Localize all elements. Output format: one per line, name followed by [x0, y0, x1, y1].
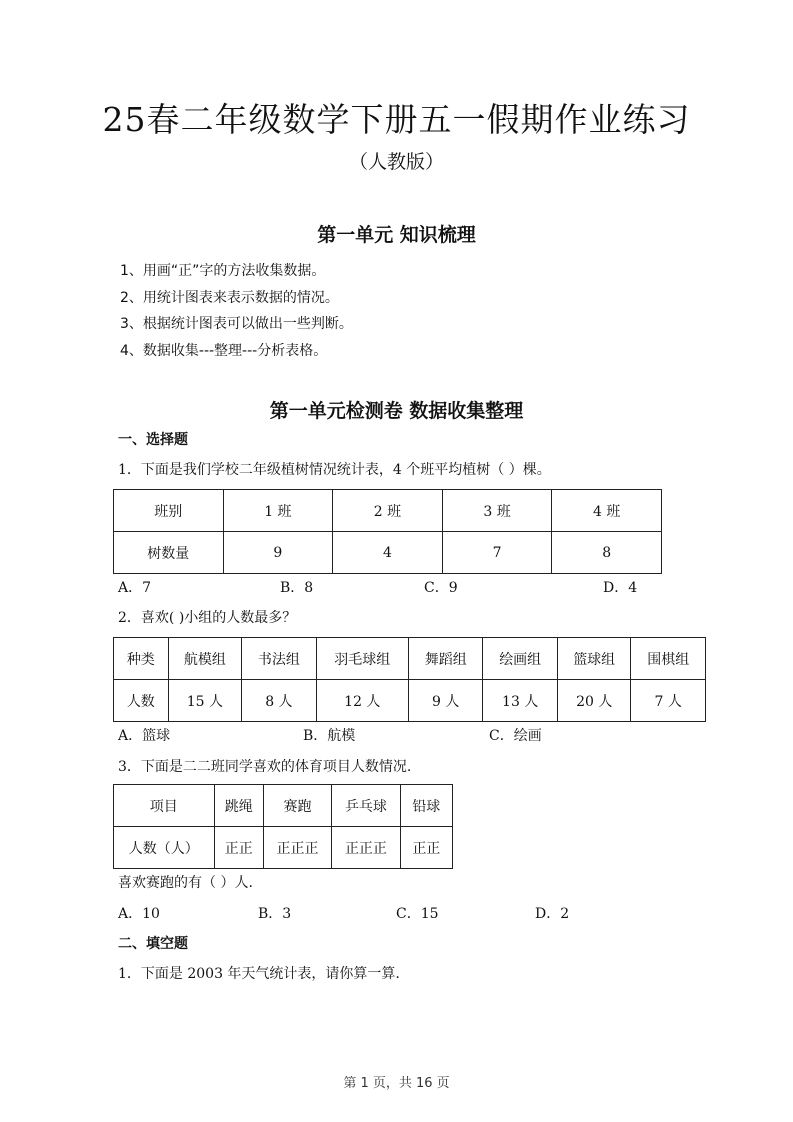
- q3-cell: 正正: [400, 827, 452, 869]
- q2-cell: 书法组: [242, 638, 316, 680]
- question-3: 3．下面是二二班同学喜欢的体育项目人数情况.: [118, 759, 412, 775]
- q1-cell: 3 班: [442, 490, 552, 532]
- q1-cell: 4 班: [552, 490, 662, 532]
- q2-cell: 15 人: [168, 680, 242, 722]
- point-3: 3、根据统计图表可以做出一些判断。: [120, 316, 353, 332]
- q1-option-d: D．4: [603, 580, 638, 596]
- q2-option-c: C．绘画: [489, 728, 542, 744]
- document-title: 25春二年级数学下册五一假期作业练习: [102, 100, 691, 139]
- q1-option-b: B．8: [280, 580, 314, 596]
- q3-cell: 铅球: [400, 785, 452, 827]
- page-footer: 第 1 页，共 16 页: [343, 1076, 450, 1091]
- q1-option-a: A．7: [118, 580, 152, 596]
- section-fill-heading: 二、填空题: [118, 936, 188, 952]
- q1-cell: 树数量: [114, 532, 224, 574]
- q3-option-b: B．3: [258, 906, 292, 922]
- q2-cell: 12 人: [316, 680, 408, 722]
- q1-cell: 7: [442, 532, 552, 574]
- q1-cell: 8: [552, 532, 662, 574]
- q1-table: [113, 489, 662, 574]
- q2-cell: 种类: [114, 638, 169, 680]
- q3-option-c: C．15: [396, 906, 439, 922]
- test-heading: 第一单元检测卷 数据收集整理: [269, 400, 524, 422]
- fill-question-1: 1．下面是 2003 年天气统计表，请你算一算.: [118, 966, 400, 982]
- q1-header-row: [114, 490, 662, 532]
- q2-data-row: [114, 680, 706, 722]
- q2-cell: 绘画组: [483, 638, 558, 680]
- unit1-heading: 第一单元 知识梳理: [317, 224, 476, 246]
- q3-cell: 正正正: [332, 827, 400, 869]
- q3-data-row: [114, 827, 453, 869]
- q3-cell: 正正: [214, 827, 263, 869]
- q3-follow-up: 喜欢赛跑的有（ ）人.: [118, 875, 253, 891]
- point-4: 4、数据收集---整理---分析表格。: [120, 343, 328, 359]
- q2-cell: 篮球组: [557, 638, 631, 680]
- section-choice-heading: 一、选择题: [118, 432, 188, 448]
- q3-option-d: D．2: [535, 906, 570, 922]
- q2-cell: 围棋组: [631, 638, 706, 680]
- q2-cell: 13 人: [483, 680, 558, 722]
- q3-header-row: [114, 785, 453, 827]
- q1-cell: 4: [333, 532, 443, 574]
- q3-cell: 乒乓球: [332, 785, 400, 827]
- q3-cell: 正正正: [263, 827, 331, 869]
- question-2: 2．喜欢( )小组的人数最多？: [118, 610, 297, 626]
- q1-data-row: [114, 532, 662, 574]
- q3-cell: 项目: [114, 785, 215, 827]
- question-1: 1．下面是我们学校二年级植树情况统计表，4 个班平均植树（ ）棵。: [118, 462, 551, 478]
- q2-cell: 9 人: [408, 680, 482, 722]
- q2-table: [113, 637, 706, 722]
- q3-cell: 赛跑: [263, 785, 331, 827]
- q1-cell: 班别: [114, 490, 224, 532]
- q1-cell: 1 班: [223, 490, 333, 532]
- document-subtitle: （人教版）: [348, 151, 444, 173]
- q2-cell: 7 人: [631, 680, 706, 722]
- q3-cell: 人数（人）: [114, 827, 215, 869]
- q2-option-b: B．航模: [303, 728, 356, 744]
- q2-cell: 20 人: [557, 680, 631, 722]
- q2-cell: 8 人: [242, 680, 316, 722]
- q2-option-a: A．篮球: [118, 728, 171, 744]
- q1-cell: 9: [223, 532, 333, 574]
- q2-header-row: [114, 638, 706, 680]
- q1-cell: 2 班: [333, 490, 443, 532]
- q3-cell: 跳绳: [214, 785, 263, 827]
- point-1: 1、用画“正”字的方法收集数据。: [120, 263, 326, 279]
- q3-option-a: A．10: [118, 906, 160, 922]
- q2-cell: 舞蹈组: [408, 638, 482, 680]
- point-2: 2、用统计图表来表示数据的情况。: [120, 290, 339, 306]
- q3-table: [113, 784, 453, 869]
- q2-cell: 人数: [114, 680, 169, 722]
- q2-cell: 羽毛球组: [316, 638, 408, 680]
- q2-cell: 航模组: [168, 638, 242, 680]
- q1-option-c: C．9: [424, 580, 458, 596]
